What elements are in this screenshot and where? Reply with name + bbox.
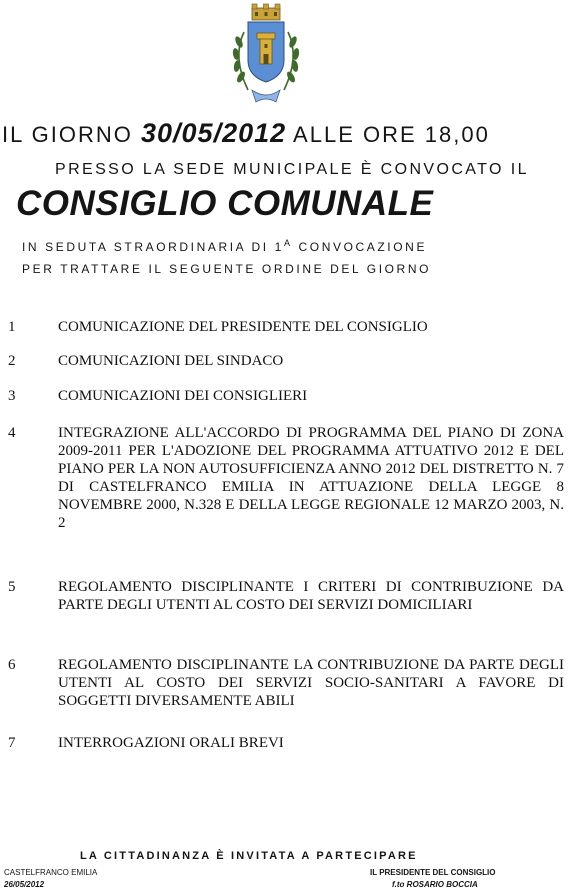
meeting-date: 30/05/2012	[141, 118, 287, 148]
signer-name: f.to ROSARIO BOCCIA	[392, 880, 478, 889]
issue-place: CASTELFRANCO EMILIA	[4, 868, 98, 877]
municipal-crest-emblem	[226, 2, 306, 112]
agenda-item-text: COMUNICAZIONE DEL PRESIDENTE DEL CONSIGLIO	[58, 319, 428, 335]
meeting-date-line	[2, 118, 570, 149]
session-type-line	[22, 238, 570, 254]
agenda-item-number: 4	[8, 425, 16, 441]
agenda-item-number: 5	[8, 579, 16, 595]
session-type-superscript: A	[283, 238, 293, 248]
agenda-item-number: 1	[8, 319, 16, 335]
agenda-item-text: INTERROGAZIONI ORALI BREVI	[58, 735, 284, 751]
ribbon-icon	[252, 90, 280, 102]
agenda-item-text: INTEGRAZIONE ALL'ACCORDO DI PROGRAMMA DEL PIANO DI ZONA 2009-2011 PER L'ADOZIONE DEL PROGRAMMA ATTUATIVO 2012 E DEL PIANO PER LA NON AUTOSUFFICIENZA ANNO 2012 DEL DISTRETTO N. 7 DI CASTELFRANCO EMILIA IN ATTUAZIONE DELLA LEGGE 8 NOVEMBRE 2000, N.328 E DELLA LEGGE REGIONALE 12 MARZO 2003, N. 2	[58, 425, 564, 531]
agenda-item-text: REGOLAMENTO DISCIPLINANTE LA CONTRIBUZIONE DA PARTE DEGLI UTENTI AL COSTO DEI SERVIZI SOCIO-SANITARI A FAVORE DI SOGGETTI DIVERSAMENTE ABILI	[58, 657, 564, 709]
signer-title: IL PRESIDENTE DEL CONSIGLIO	[370, 868, 496, 877]
agenda-item-number: 7	[8, 735, 16, 751]
agenda-item-number: 3	[8, 388, 16, 404]
venue-line: PRESSO LA SEDE MUNICIPALE È CONVOCATO IL	[55, 161, 529, 178]
date-prefix: IL GIORNO	[2, 122, 133, 147]
session-type-text: IN SEDUTA STRAORDINARIA DI 1	[22, 240, 284, 254]
session-type-suffix: CONVOCAZIONE	[298, 240, 428, 254]
agenda-item-text: COMUNICAZIONI DEI CONSIGLIERI	[58, 388, 308, 404]
crown-icon	[252, 4, 280, 20]
agenda-intro-line: PER TRATTARE IL SEGUENTE ORDINE DEL GIORNO	[22, 262, 432, 276]
meeting-time: ALLE ORE 18,00	[293, 122, 490, 147]
tower-icon	[257, 33, 275, 64]
document-title: CONSIGLIO COMUNALE	[16, 184, 434, 223]
agenda-item-text: REGOLAMENTO DISCIPLINANTE I CRITERI DI CONTRIBUZIONE DA PARTE DEGLI UTENTI AL COSTO DEI SERVIZI DOMICILIARI	[58, 579, 564, 613]
issue-date: 26/05/2012	[4, 880, 45, 889]
agenda-item-text: COMUNICAZIONI DEL SINDACO	[58, 353, 284, 369]
agenda-item-number: 2	[8, 353, 16, 369]
agenda-item-number: 6	[8, 657, 16, 673]
public-invitation: LA CITTADINANZA È INVITATA A PARTECIPARE	[80, 850, 418, 862]
